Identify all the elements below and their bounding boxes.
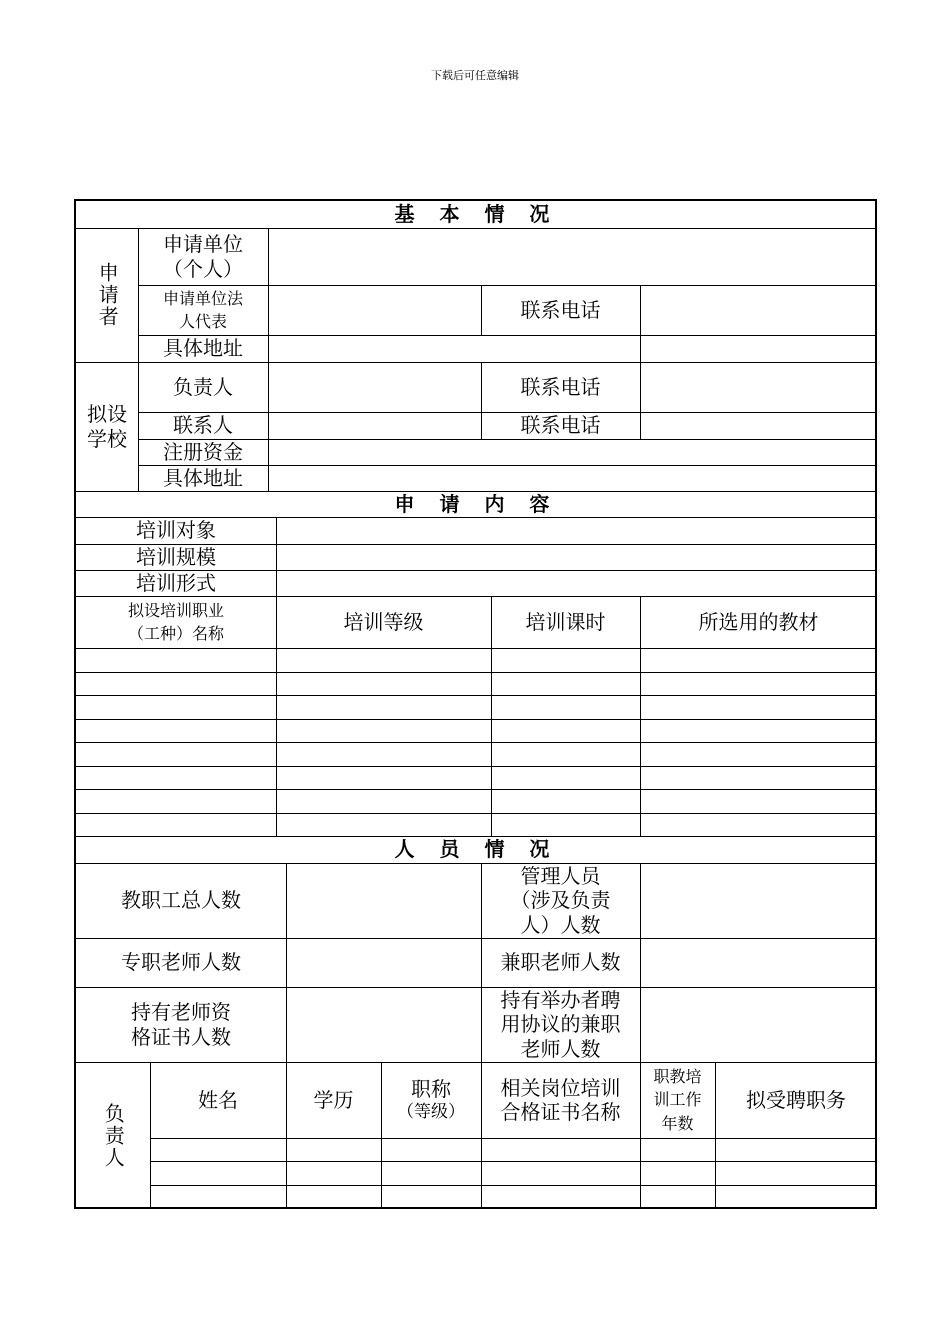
materials-header: 所选用的教材 [698, 609, 819, 634]
rule [76, 672, 877, 673]
principal-label: 负责人 [173, 374, 233, 399]
total-staff-label: 教职工总人数 [121, 888, 241, 913]
rule [76, 813, 877, 814]
rule [150, 1185, 877, 1186]
scale-label: 培训规模 [136, 544, 216, 569]
rule [640, 362, 641, 439]
name-header: 姓名 [198, 1087, 238, 1112]
section-title-staff: 人 员 情 况 [394, 837, 559, 862]
school-address-label: 具体地址 [163, 465, 243, 490]
applicant-unit-label: 申请单位 （个人） [163, 232, 243, 281]
contact-label: 联系人 [173, 413, 233, 438]
rule [76, 742, 877, 743]
target-label: 培训对象 [136, 518, 216, 543]
application-form-table [74, 199, 877, 1209]
agreement-teachers-label: 持有举办者聘 用协议的兼职 老师人数 [500, 987, 621, 1061]
occupation-header: 拟设培训职业 （工种）名称 [127, 600, 224, 643]
level-header: 培训等级 [343, 609, 424, 634]
section-title-content: 申 请 内 容 [394, 491, 559, 516]
rule [76, 695, 877, 696]
position-header: 拟受聘职务 [746, 1087, 846, 1112]
applicant-group-label: 申请者 [95, 262, 120, 328]
rule [76, 648, 877, 649]
rule [76, 789, 877, 790]
capital-label: 注册资金 [163, 439, 243, 464]
cert-name-header: 相关岗位培训 合格证书名称 [500, 1075, 621, 1124]
education-header: 学历 [313, 1087, 354, 1112]
school-phone-label-1: 联系电话 [520, 374, 601, 399]
title-header: 职称 （等级） [397, 1077, 465, 1122]
rule [150, 1161, 877, 1162]
legal-rep-label: 申请单位法 人代表 [162, 288, 243, 331]
rule [640, 285, 641, 362]
managers-label: 管理人员 （涉及负责 人）人数 [510, 863, 611, 937]
school-phone-label-2: 联系电话 [520, 413, 601, 438]
rule [268, 228, 269, 491]
rule [76, 766, 877, 767]
rule [640, 863, 641, 1062]
hours-header: 培训课时 [525, 609, 606, 634]
fulltime-teachers-label: 专职老师人数 [121, 950, 241, 975]
school-group-label: 拟设 学校 [87, 402, 127, 451]
principal-group-label: 负责人 [101, 1102, 126, 1169]
rule [286, 863, 287, 1062]
header-note: 下载后可任意编辑 [431, 69, 519, 82]
applicant-address-label: 具体地址 [163, 336, 243, 361]
rule [76, 719, 877, 720]
applicant-phone-label: 联系电话 [520, 297, 601, 322]
section-title-basic: 基 本 情 况 [394, 202, 559, 227]
rule [150, 1138, 877, 1139]
years-header: 职教培 训工作 年数 [653, 1067, 702, 1133]
form-label: 培训形式 [136, 570, 216, 595]
parttime-teachers-label: 兼职老师人数 [500, 950, 621, 975]
certified-teachers-label: 持有老师资 格证书人数 [131, 1000, 231, 1049]
rule [276, 517, 277, 836]
